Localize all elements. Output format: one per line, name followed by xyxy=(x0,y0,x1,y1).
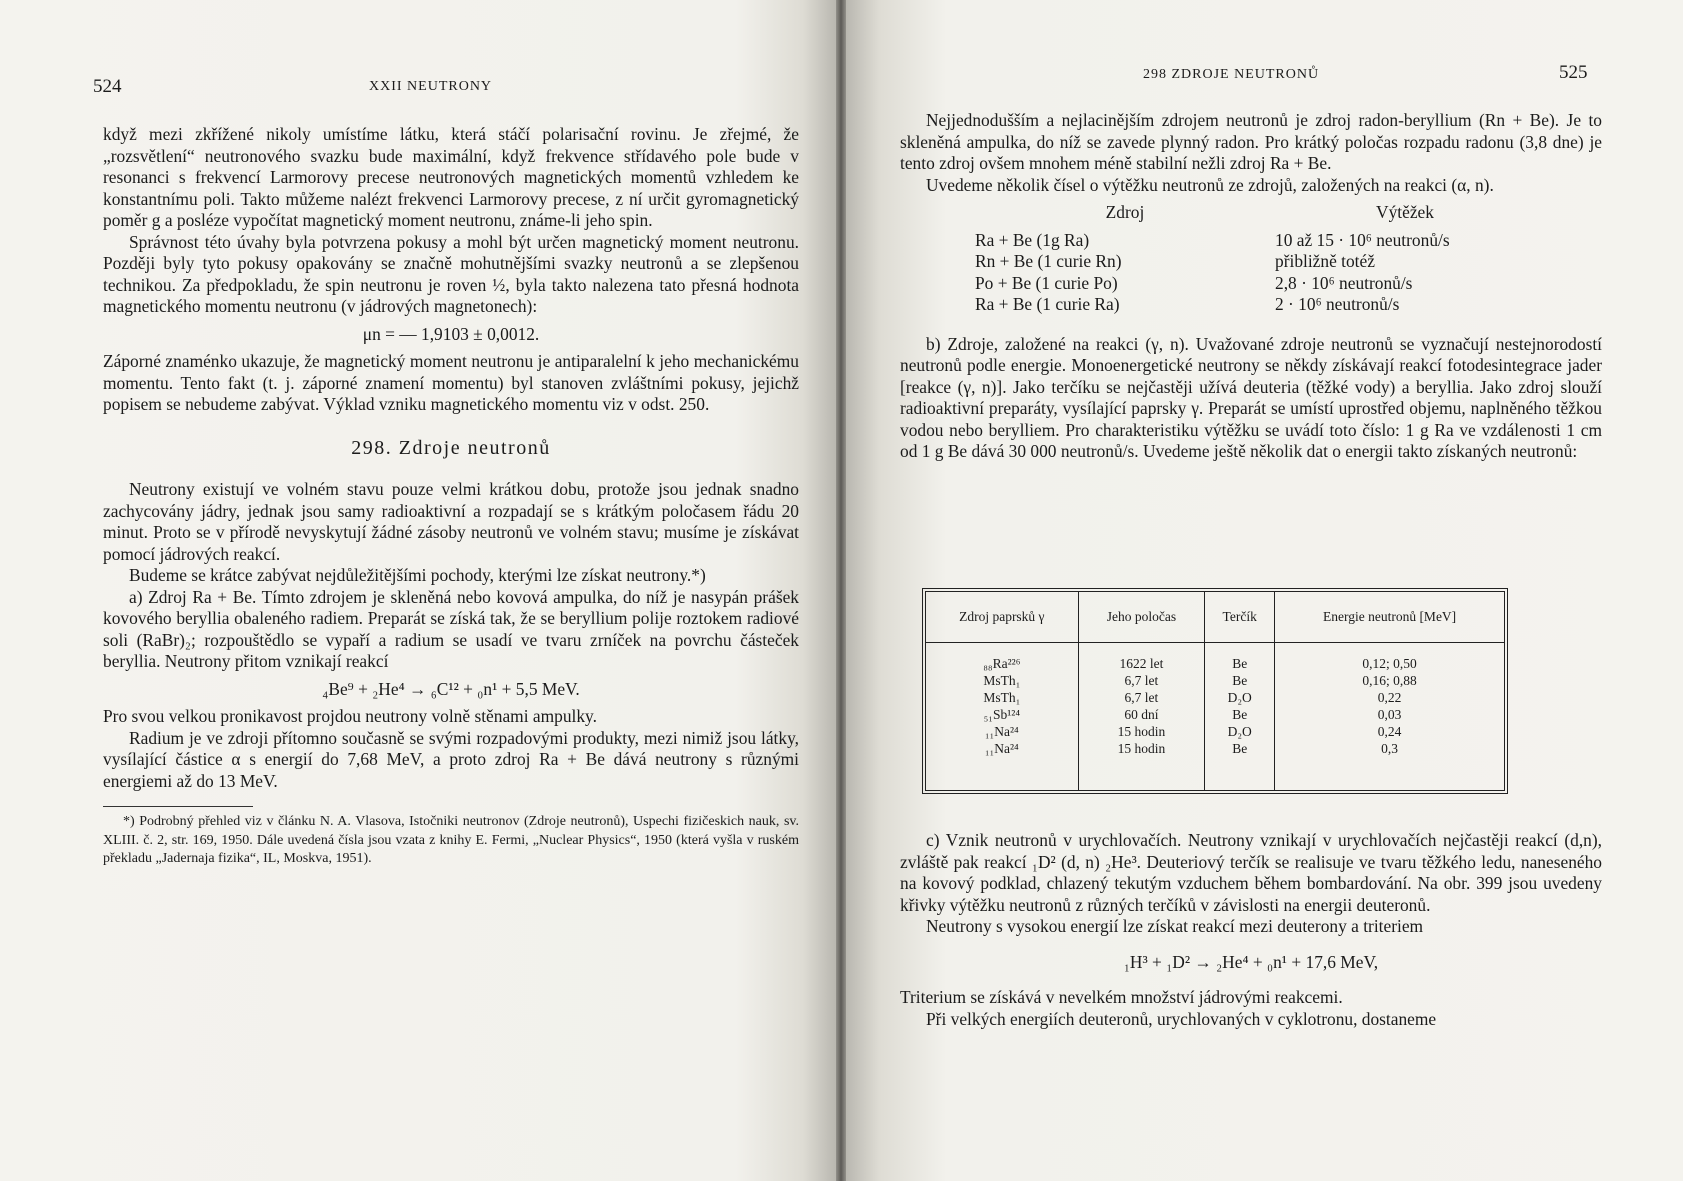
paragraph: c) Vznik neutronů v urychlovačích. Neutrony vznikají v urychlovačích nejčastěji reakcí (d,n), zvláště pak reakcí ₁D² (d, n) ₂He³. Deuteriový terčík se realisuje ve tvaru těžkého ledu, naneseného na kovový podklad, chlazený tekutým vzduchem během bombardování. Na obr. 399 jsou uvedeny křivky výtěžku neutronů z různých terčíků v závislosti na energii deuteronů. xyxy=(900,830,1602,915)
table-header: Zdroj paprsků γ xyxy=(926,592,1079,643)
paragraph: a) Zdroj Ra + Be. Tímto zdrojem je skleněná nebo kovová ampulka, do níž je nasypán prášek kovového beryllia obaleného radiem. Preparát se získá tak, že se beryllium polije roztokem radiové soli (RaBr)₂; rozpouštědlo se vypaří a radium se usadí ve tvaru zrníček na povrchu částeček beryllia. Neutrony přitom vznikají reakcí xyxy=(103,586,799,671)
paragraph: Uvedeme několik čísel o výtěžku neutronů ze zdrojů, založených na reakci (α, n). xyxy=(926,174,1494,195)
yield-list xyxy=(975,202,1602,316)
paragraph: Správnost této úvahy byla potvrzena pokusy a mohl být určen magnetický moment neutronu. Později byly tyto pokusy opakovány se značně mohutnějšími svazky neutronů a se zlepšenou technikou. Za předpokladu, že spin neutronu je roven ½, byla takto nalezena tato přesná hodnota magnetického momentu neutronu (v jádrových magnetonech): xyxy=(103,231,799,316)
yield-value: 10 až 15 · 10⁶ neutronů/s xyxy=(1275,229,1450,250)
table-column-source: ₈₈Ra²²⁶ MsTh₁ MsTh₁ ₅₁Sb¹²⁴ ₁₁Na²⁴ ₁₁Na²⁴ xyxy=(926,643,1079,791)
yield-source: Ra + Be (1g Ra) xyxy=(975,229,1090,250)
footnote-rule xyxy=(103,806,253,807)
equation-magnetic-moment: μn = — 1,9103 ± 0,0012. xyxy=(362,323,540,344)
yield-value: 2 · 10⁶ neutronů/s xyxy=(1275,294,1400,314)
page-number: 525 xyxy=(1559,62,1588,83)
yield-header-yield: Výtěžek xyxy=(1376,202,1434,222)
yield-source: Rn + Be (1 curie Rn) xyxy=(975,251,1122,271)
left-body xyxy=(103,124,799,869)
equation-tritium-reaction: ₁H³ + ₁D² → ₂He⁴ + ₀n¹ + 17,6 MeV, xyxy=(1123,951,1379,972)
left-page xyxy=(0,0,836,1181)
paragraph: Triterium se získává v nevelkém množství jádrovými reakcemi. xyxy=(900,987,1343,1007)
yield-value: přibližně totéž xyxy=(1275,251,1375,271)
yield-source: Ra + Be (1 curie Ra) xyxy=(975,294,1120,314)
paragraph: když mezi zkřížené nikoly umístíme látku, která stáčí polarisační rovinu. Je zřejmé, že „rozsvětlení“ neutronového svazku bude maximální, když frekvence střídavého pole bude v resonanci s frekvencí Larmorovy precese neutronových magnetických momentů vzhledem ke konstantnímu poli. Takto můžeme nalézt frekvenci Larmorovy precese, z ní určit gyromagnetický poměr g a posléze vypočítat magnetický moment neutronu, známe-li jeho spin. xyxy=(103,124,799,230)
paragraph: b) Zdroje, založené na reakci (γ, n). Uvažované zdroje neutronů se vyznačují nestejnorodostí neutronů podle energie. Monoenergetické neutrony se někdy získávají reakcí fotodesintegrace jader [reakce (γ, n)]. Jako terčíku se nejčastěji užívá deuteria (těžké vody) a beryllia. Jako zdroj slouží radioaktivní preparáty, vysílající paprsky γ. Preparát se umístí uprostřed objemu, naplněného těžkou vodou nebo berylliem. Pro charakteristiku výtěžku se uvádí toto číslo: 1 g Ra ve vzdálenosti 1 cm od 1 g Be dává 30 000 neutronů/s. Uvedeme ještě několik dat o energii takto získaných neutronů: xyxy=(900,333,1602,461)
gamma-source-table-frame xyxy=(922,588,1508,794)
gamma-source-table xyxy=(925,591,1505,791)
table-header: Energie neutronů [MeV] xyxy=(1275,592,1505,643)
running-head: XXII NEUTRONY xyxy=(369,79,493,94)
equation-be-he-reaction: ₄Be⁹ + ₂He⁴ → ₆C¹² + ₀n¹ + 5,5 MeV. xyxy=(322,678,580,699)
table-column-energy: 0,12; 0,50 0,16; 0,88 0,22 0,03 0,24 0,3 xyxy=(1362,656,1417,756)
paragraph: Radium je ve zdroji přítomno současně se svými rozpadovými produkty, mezi nimiž jsou látky, vysílající částice α s energií do 7,68 MeV, a proto zdroj Ra + Be dává neutrony s různými energiemi až do 13 MeV. xyxy=(103,727,799,791)
right-page xyxy=(846,0,1683,1181)
table-header: Terčík xyxy=(1205,592,1275,643)
paragraph: Neutrony existují ve volném stavu pouze velmi krátkou dobu, protože jsou jednak snadno zachycovány jádry, jednak jsou samy radioaktivní a rozpadají se s krátkým poločasem řádu 20 minut. Proto se v přírodě nevyskytují žádné zásoby neutronů ve volném stavu; musíme je získávat pomocí jádrových reakcí. xyxy=(103,479,799,564)
section-heading: 298. Zdroje neutronů xyxy=(351,436,551,459)
yield-header-source: Zdroj xyxy=(1105,202,1145,222)
footnote: *) Podrobný přehled viz v článku N. A. Vlasova, Istočniki neutronov (Zdroje neutronů), Uspechi fizičeskich nauk, sv. XLIII. č. 2, str. 169, 1950. Dále uvedená čísla jsou vzata z knihy E. Fermi, „Nuclear Physics“, 1950 (která vyšla v ruském překladu „Jadernaja fizika“, IL, Moskva, 1951). xyxy=(103,814,799,866)
yield-source: Po + Be (1 curie Po) xyxy=(975,272,1118,293)
paragraph: Nejjednodušším a nejlacinějším zdrojem neutronů je zdroj radon-beryllium (Rn + Be). Je to skleněná ampulka, do níž se zavede plynný radon. Pro krátký poločas rozpadu radonu (3,8 dne) je tento zdroj ovšem mnohem méně stabilní nežli zdroj Ra + Be. xyxy=(900,110,1602,173)
paragraph: Budeme se krátce zabývat nejdůležitějšími pochody, kterými lze získat neutrony.*) xyxy=(129,565,706,585)
right-body-bottom xyxy=(900,830,1602,1030)
table-header: Jeho poločas xyxy=(1078,592,1205,643)
paragraph: Pro svou velkou pronikavost projdou neutrony volně stěnami ampulky. xyxy=(103,706,597,726)
table-column-target: Be Be D₂O Be D₂O Be xyxy=(1205,643,1275,791)
table-column-halflife: 1622 let 6,7 let 6,7 let 60 dní 15 hodin 15 hodin xyxy=(1078,643,1205,791)
paragraph: Záporné znaménko ukazuje, že magnetický moment neutronu je antiparalelní k jeho mechanickému momentu. Tento fakt (t. j. záporné znamení momentu) byl stanoven zvláštními pokusy, jejichž popisem se nebudeme zabývat. Výklad vzniku magnetického momentu viz v odst. 250. xyxy=(103,351,799,414)
right-body-top xyxy=(900,110,1602,463)
paragraph: Při velkých energiích deuteronů, urychlovaných v cyklotronu, dostaneme xyxy=(926,1008,1437,1029)
paragraph: Neutrony s vysokou energií lze získat reakcí mezi deuterony a triteriem xyxy=(926,916,1424,936)
yield-value: 2,8 · 10⁶ neutronů/s xyxy=(1275,272,1413,293)
page-number: 524 xyxy=(93,76,122,97)
running-head: 298 ZDROJE NEUTRONŮ xyxy=(1143,67,1320,82)
